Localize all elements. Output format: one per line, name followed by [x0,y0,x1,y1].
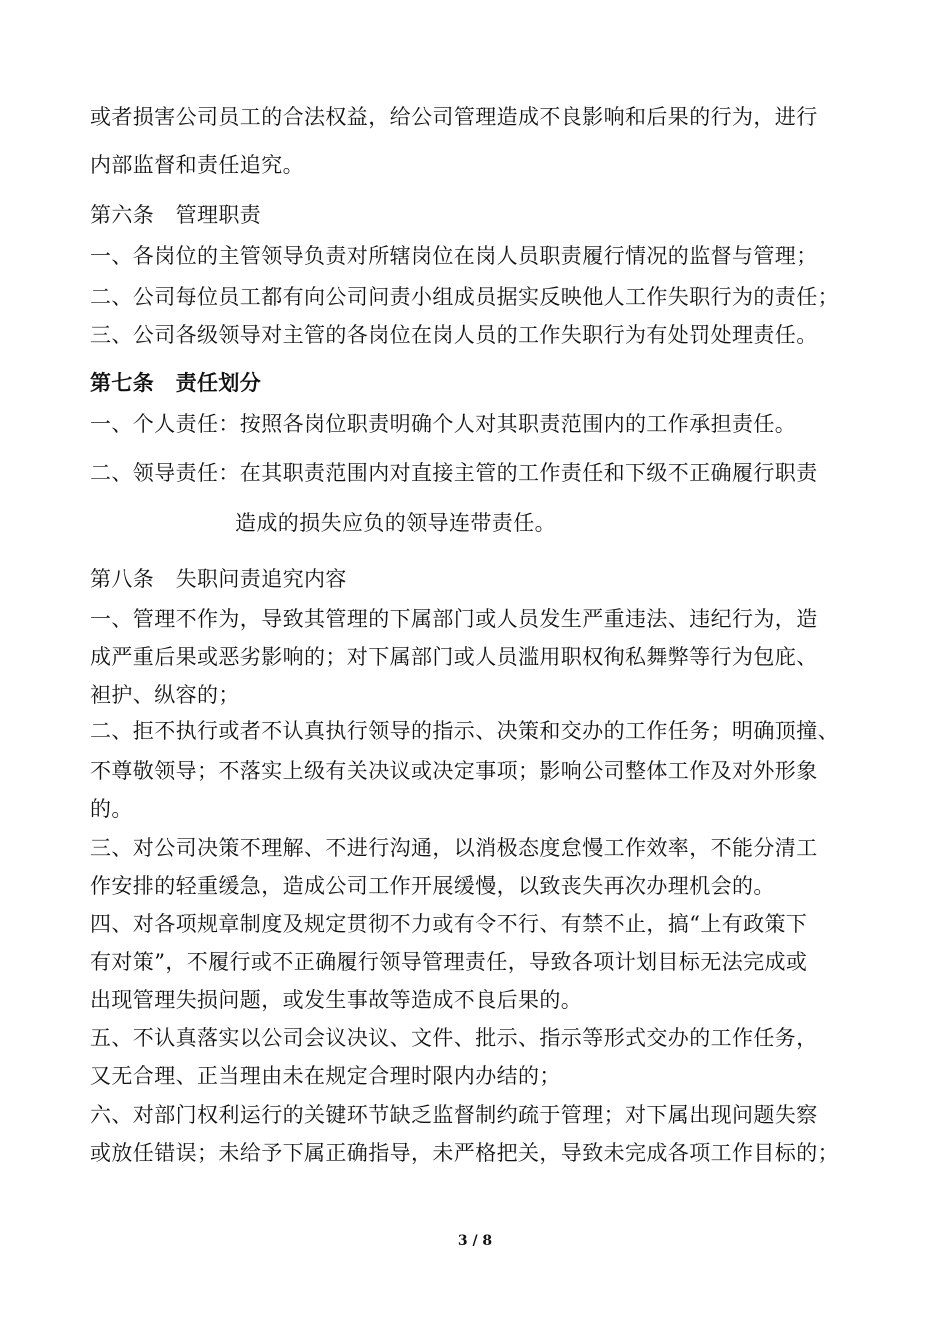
paragraph-line: 内部监督和责任追究。 [90,153,304,177]
paragraph-line: 一、管理不作为，导致其管理的下属部门或人员发生严重违法、违纪行为，造 [90,607,818,631]
paragraph-line: 三、对公司决策不理解、不进行沟通，以消极态度怠慢工作效率，不能分清工 [90,836,818,860]
paragraph-line: 袒护、纵容的； [90,683,240,707]
paragraph-line: 或者损害公司员工的合法权益，给公司管理造成不良影响和后果的行为，进行 [90,105,818,129]
paragraph-line: 有对策”，不履行或不正确履行领导管理责任，导致各项计划目标无法完成或 [90,950,808,974]
paragraph-line: 六、对部门权利运行的关键环节缺乏监督制约疏于管理；对下属出现问题失察 [90,1103,818,1127]
paragraph-line: 作安排的轻重缓急，造成公司工作开展缓慢，以致丧失再次办理机会的。 [90,874,775,898]
paragraph-line: 成严重后果或恶劣影响的；对下属部门或人员滥用职权徇私舞弊等行为包庇、 [90,645,818,669]
paragraph-line: 不尊敬领导；不落实上级有关决议或决定事项；影响公司整体工作及对外形象 [90,759,818,783]
article-6-heading: 第六条 管理职责 [90,203,262,227]
paragraph-line: 又无合理、正当理由未在规定合理时限内办结的； [90,1064,561,1088]
paragraph-line: 三、公司各级领导对主管的各岗位在岗人员的工作失职行为有处罚处理责任。 [90,323,818,347]
paragraph-line: 二、领导责任：在其职责范围内对直接主管的工作责任和下级不正确履行职责 [90,461,818,485]
article-8-heading: 第八条 失职问责追究内容 [90,567,347,591]
paragraph-line: 四、对各项规章制度及规定贯彻不力或有令不行、有禁不止，搞“上有政策下 [90,912,808,936]
paragraph-line: 二、公司每位员工都有向公司问责小组成员据实反映他人工作失职行为的责任； [90,285,839,309]
paragraph-line-indented: 造成的损失应负的领导连带责任。 [235,511,556,535]
paragraph-line: 出现管理失损问题，或发生事故等造成不良后果的。 [90,988,583,1012]
paragraph-line: 一、个人责任：按照各岗位职责明确个人对其职责范围内的工作承担责任。 [90,412,797,436]
paragraph-line: 或放任错误；未给予下属正确指导，未严格把关，导致未完成各项工作目标的； [90,1141,839,1165]
paragraph-line: 五、不认真落实以公司会议决议、文件、批示、指示等形式交办的工作任务， [90,1026,818,1050]
page-number: 3 / 8 [457,1233,493,1249]
article-7-heading: 第七条 责任划分 [90,370,262,395]
paragraph-line: 的。 [90,797,133,821]
paragraph-line: 一、各岗位的主管领导负责对所辖岗位在岗人员职责履行情况的监督与管理； [90,244,818,268]
paragraph-line: 二、拒不执行或者不认真执行领导的指示、决策和交办的工作任务；明确顶撞、 [90,719,839,743]
